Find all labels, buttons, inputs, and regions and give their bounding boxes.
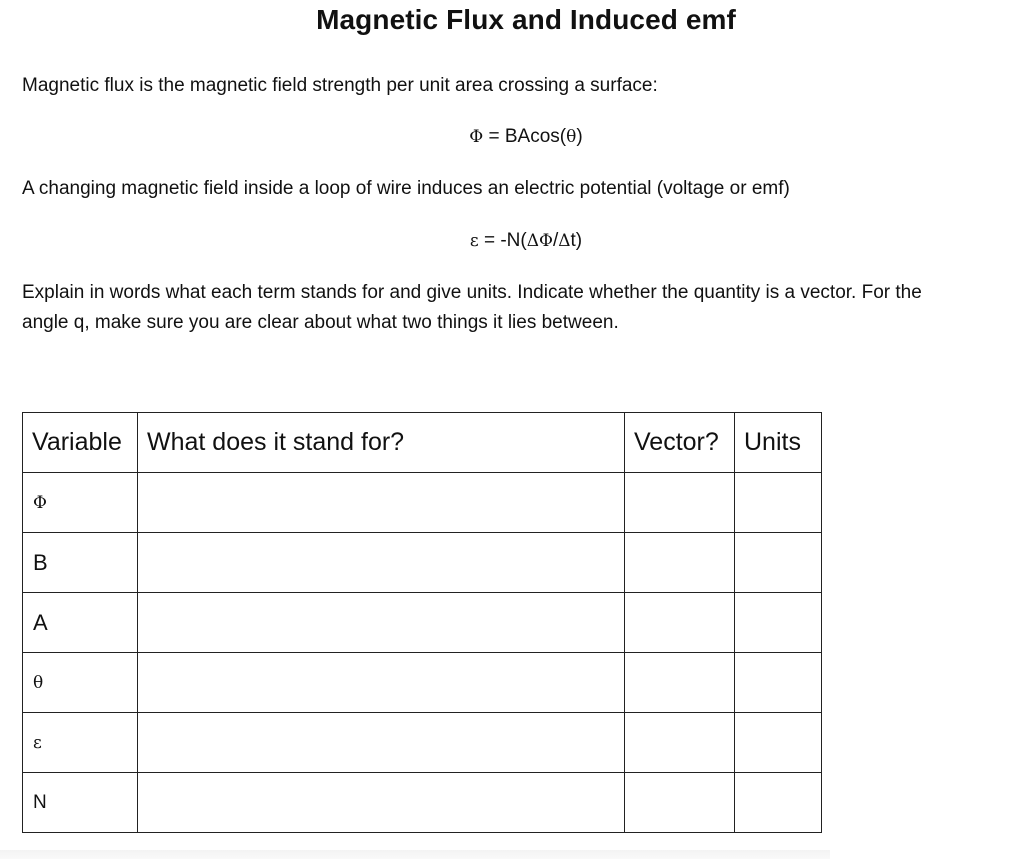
meaning-cell[interactable] <box>138 713 625 773</box>
table-row <box>23 473 822 533</box>
instructions-line-2: angle q, make sure you are clear about what two things it lies between. <box>22 312 619 333</box>
vector-cell[interactable] <box>625 473 735 533</box>
variables-table <box>22 412 822 833</box>
variable-cell-a: A <box>23 593 138 653</box>
flux-equation <box>0 126 1024 148</box>
units-cell[interactable] <box>735 773 822 833</box>
variable-cell-n: N <box>23 773 138 833</box>
variable-cell-epsilon: ε <box>23 713 138 773</box>
page-title: Magnetic Flux and Induced emf <box>316 4 736 35</box>
emf-symbol: ε <box>469 231 479 251</box>
vector-cell[interactable] <box>625 773 735 833</box>
table-row <box>23 713 822 773</box>
flux-definition-text: Magnetic flux is the magnetic field strength per unit area crossing a surface: <box>22 75 658 96</box>
emf-equation-end: t) <box>570 230 583 251</box>
instructions-text <box>22 278 1002 338</box>
meaning-cell[interactable] <box>138 653 625 713</box>
meaning-cell[interactable] <box>138 473 625 533</box>
table-header-row <box>23 413 822 473</box>
vector-cell[interactable] <box>625 653 735 713</box>
flux-equation-close: ) <box>576 126 583 147</box>
meaning-cell[interactable] <box>138 533 625 593</box>
header-variable: Variable <box>23 413 138 473</box>
vector-cell[interactable] <box>625 593 735 653</box>
vector-cell[interactable] <box>625 533 735 593</box>
table-row <box>23 773 822 833</box>
units-cell[interactable] <box>735 653 822 713</box>
header-units: Units <box>735 413 822 473</box>
units-cell[interactable] <box>735 533 822 593</box>
variable-cell-b: B <box>23 533 138 593</box>
meaning-cell[interactable] <box>138 773 625 833</box>
emf-definition-text: A changing magnetic field inside a loop of wire induces an electric potential (voltage or emf) <box>22 178 790 199</box>
header-meaning: What does it stand for? <box>138 413 625 473</box>
table-row <box>23 653 822 713</box>
header-vector: Vector? <box>625 413 735 473</box>
delta-flux-symbol: ΔΦ <box>526 231 553 251</box>
emf-equation-slash: / <box>552 230 559 251</box>
meaning-cell[interactable] <box>138 593 625 653</box>
variable-cell-phi: Φ <box>23 473 138 533</box>
table-row <box>23 593 822 653</box>
flux-equation-body: = BAcos( <box>483 126 567 147</box>
page-bottom-edge <box>0 850 830 859</box>
theta-symbol: θ <box>566 127 577 147</box>
emf-equation <box>0 230 1024 252</box>
emf-equation-mid: = -N( <box>478 230 527 251</box>
units-cell[interactable] <box>735 473 822 533</box>
flux-symbol: Φ <box>469 127 484 147</box>
variable-cell-theta: θ <box>23 653 138 713</box>
units-cell[interactable] <box>735 593 822 653</box>
instructions-line-1: Explain in words what each term stands for and give units. Indicate whether the quantity is a vector. For the <box>22 282 922 303</box>
table-row <box>23 533 822 593</box>
units-cell[interactable] <box>735 713 822 773</box>
vector-cell[interactable] <box>625 713 735 773</box>
delta-symbol: Δ <box>558 231 571 251</box>
